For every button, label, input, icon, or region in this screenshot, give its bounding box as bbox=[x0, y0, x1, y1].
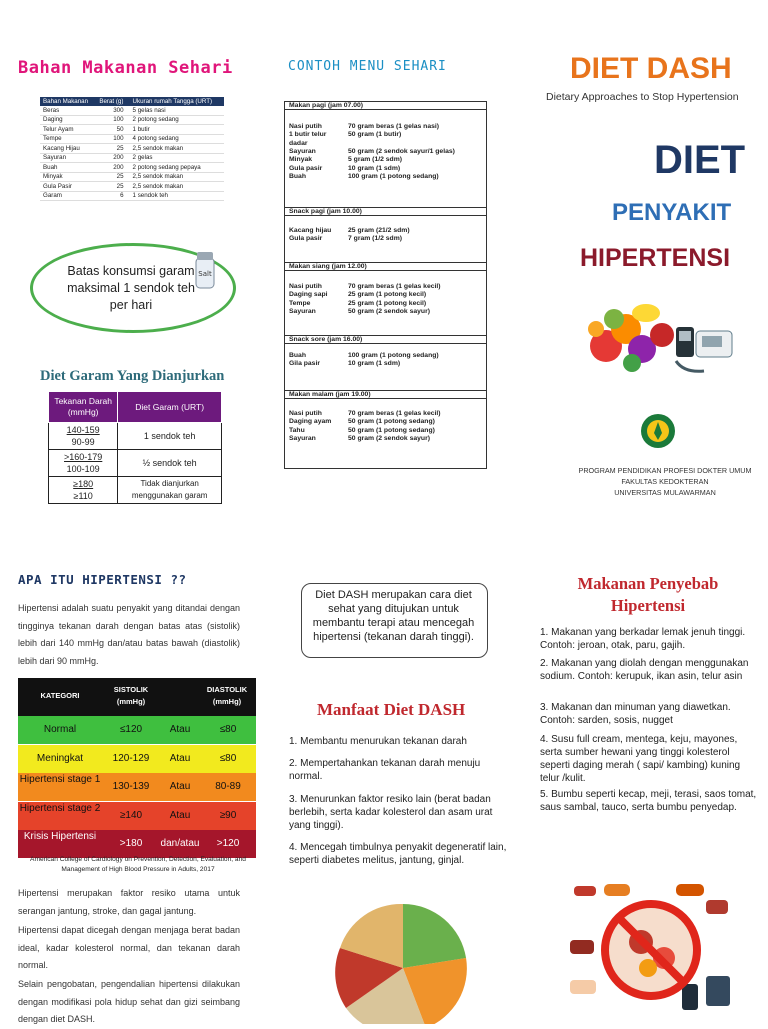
menu-food: Sayuran bbox=[289, 147, 316, 155]
menu-food: Gila pasir bbox=[289, 360, 320, 368]
table-row bbox=[40, 125, 224, 135]
menu-section-header: Makan pagi (jam 07.00) bbox=[285, 102, 486, 110]
institution-line: PROGRAM PENDIDIKAN PROFESI DOKTER UMUM bbox=[578, 466, 752, 475]
menu-food: Buah bbox=[289, 352, 306, 359]
category: Hipertensi stage 2 bbox=[19, 802, 101, 814]
diastolic-value: 80-89 bbox=[215, 781, 241, 793]
table-cell: Gula Pasir bbox=[40, 182, 96, 192]
bp-range: 140-159 bbox=[66, 425, 100, 435]
table-row bbox=[40, 134, 224, 144]
salt-limit-text: Batas konsumsi garam maksimal 1 sendok teh per hari bbox=[67, 264, 195, 312]
table-cell: 25 bbox=[96, 144, 129, 154]
citation: American College of Cardiology on Prevention, Detection, Evaluation, and Management of High Blood Pressure in Adults, 2017 bbox=[30, 856, 246, 873]
paragraph: Hipertensi merupakan faktor resiko utama untuk serangan jantung, stroke, dan gagal jantung. bbox=[18, 888, 240, 916]
bp-category-row bbox=[18, 716, 256, 744]
conjunction: Atau bbox=[169, 781, 191, 793]
salt-label: Salt bbox=[198, 270, 212, 278]
university-logo bbox=[640, 413, 676, 449]
table-cell: 1 sendok teh bbox=[130, 191, 224, 201]
col-header: Bahan Makanan bbox=[40, 97, 96, 106]
col-header: DIASTOLIK (mmHg) bbox=[206, 685, 248, 706]
table-row bbox=[40, 115, 224, 125]
table-row bbox=[40, 153, 224, 163]
conjunction: Atau bbox=[169, 809, 191, 821]
menu-portion: 50 gram (2 sendok sayur/1 gelas) bbox=[348, 147, 455, 155]
bp-category-row bbox=[18, 802, 256, 830]
table-cell: Telur Ayam bbox=[40, 125, 96, 135]
institution-block bbox=[545, 465, 768, 498]
menu-section-header: Snack pagi (jam 10.00) bbox=[285, 207, 486, 216]
menu-section-header: Makan malam (jam 19.00) bbox=[285, 390, 486, 399]
table-cell: 2,5 sendok makan bbox=[130, 172, 224, 182]
table-row bbox=[40, 106, 224, 115]
table-cell: 2,5 sendok makan bbox=[130, 182, 224, 192]
col-header: Diet Garam (URT) bbox=[118, 392, 222, 423]
table-cell: 25 bbox=[96, 172, 129, 182]
intro-paragraph: Hipertensi adalah suatu penyakit yang ditandai dengan tingginya tekanan darah dengan batas atas (sistolik) lebih dari 140 mmHg dan/atau batas bawah (diastolik) lebih dari 90 mmHg. bbox=[18, 603, 240, 666]
menu-food: 1 butir telur bbox=[289, 131, 327, 139]
menu-portion: 25 gram (1 potong kecil) bbox=[348, 291, 427, 299]
col-header: Tekanan Darah (mmHg) bbox=[49, 392, 118, 423]
cause-item: 5. Bumbu seperti kecap, meji, terasi, saos tomat, saus sambal, tauco, serta bumbu penyedap. bbox=[540, 789, 757, 813]
menu-food: Tahu bbox=[289, 426, 305, 434]
table-cell: Tempe bbox=[40, 134, 96, 144]
systolic-value: 130-139 bbox=[112, 781, 150, 793]
menu-section-header: Snack sore (jam 16.00) bbox=[285, 335, 486, 344]
systolic-value: 120-129 bbox=[112, 752, 150, 764]
menu-food: Gula pasir bbox=[289, 164, 323, 172]
institution-line: FAKULTAS KEDOKTERAN bbox=[621, 477, 709, 486]
table-row bbox=[40, 172, 224, 182]
menu-portion: 25 gram (1 potong kecil) bbox=[348, 299, 427, 307]
category: Normal bbox=[43, 724, 77, 735]
col-header: Berat (g) bbox=[96, 97, 129, 106]
table-cell: 1 butir bbox=[130, 125, 224, 135]
menu-food: Gula pasir bbox=[289, 235, 323, 243]
menu-portion: 10 gram (1 sdm) bbox=[348, 164, 401, 172]
table-row bbox=[49, 477, 222, 504]
bp-category-row bbox=[18, 745, 256, 773]
col-header: KATEGORI bbox=[40, 691, 80, 700]
cover-title-penyakit: PENYAKIT bbox=[612, 199, 732, 226]
menu-food: Nasi putih bbox=[289, 283, 322, 290]
salt-urt: ½ sendok teh bbox=[118, 450, 222, 477]
menu-portion: 50 gram (2 sendok sayur) bbox=[348, 307, 430, 315]
menu-portion: 50 gram (1 potong sedang) bbox=[348, 426, 435, 434]
diastolic-value: ≤80 bbox=[219, 724, 237, 735]
menu-portion: 50 gram (2 sendok sayur) bbox=[348, 434, 430, 442]
menu-food: Tempe bbox=[289, 299, 311, 307]
paragraph: Selain pengobatan, pengendalian hipertensi dilakukan dengan modifikasi pola hidup sehat dan gizi seimbang dengan diet DASH. bbox=[18, 979, 240, 1024]
salt-urt: Tidak dianjurkan menggunakan garam bbox=[118, 477, 222, 504]
menu-portion: 5 gram (1/2 sdm) bbox=[348, 156, 403, 164]
menu-food: Sayuran bbox=[289, 434, 316, 442]
fruit-and-bp-monitor-image bbox=[584, 291, 736, 377]
dash-definition-text: Diet DASH merupakan cara diet sehat yang ditujukan untuk membantu terapi atau mencegah hipertensi (tekanan darah tinggi). bbox=[312, 589, 475, 643]
forbidden-food-image bbox=[566, 880, 736, 1020]
table-cell: 5 gelas nasi bbox=[130, 106, 224, 115]
table-cell: Beras bbox=[40, 106, 96, 115]
conjunction: Atau bbox=[169, 752, 191, 764]
table-cell: 2,5 sendok makan bbox=[130, 144, 224, 154]
menu-portion: 70 gram beras (1 gelas nasi) bbox=[348, 123, 440, 130]
table-cell: 2 gelas bbox=[130, 153, 224, 163]
systolic-value: >180 bbox=[119, 838, 143, 850]
cause-item: 1. Makanan yang berkadar lemak jenuh tinggi. Contoh: jeroan, otak, paru, gajih. bbox=[540, 627, 746, 651]
menu-food: dadar bbox=[289, 139, 308, 147]
institution-line: UNIVERSITAS MULAWARMAN bbox=[614, 488, 716, 497]
diastolic-value: ≥90 bbox=[219, 809, 237, 821]
diastolic-value: >120 bbox=[216, 838, 240, 850]
category: Krisis Hipertensi bbox=[23, 831, 97, 843]
table-cell: 6 bbox=[96, 191, 129, 201]
table-cell: 25 bbox=[96, 182, 129, 192]
menu-portion: 70 gram beras (1 gelas kecil) bbox=[348, 283, 441, 290]
brand-subtitle: Dietary Approaches to Stop Hypertension bbox=[546, 91, 739, 103]
table-cell: Daging bbox=[40, 115, 96, 125]
cause-item: 3. Makanan dan minuman yang diawetkan. Contoh: sarden, sosis, nugget bbox=[540, 702, 731, 726]
table-row bbox=[40, 163, 224, 173]
table-cell: 100 bbox=[96, 115, 129, 125]
table-cell: 100 bbox=[96, 134, 129, 144]
table-row bbox=[40, 191, 224, 201]
conjunction: dan/atau bbox=[160, 838, 200, 850]
salt-urt: 1 sendok teh bbox=[118, 423, 222, 450]
ingredients-title: Bahan Makanan Sehari bbox=[18, 58, 233, 78]
paragraph: Hipertensi dapat dicegah dengan menjaga berat badan ideal, kadar kolesterol normal, dan tekanan darah normal. bbox=[18, 925, 240, 970]
systolic-value: ≤120 bbox=[119, 724, 143, 735]
table-cell: Garam bbox=[40, 191, 96, 201]
menu-portion: 50 gram (1 butir) bbox=[348, 131, 402, 139]
brand-title: DIET DASH bbox=[570, 52, 732, 85]
benefit-item: 4. Mencegah timbulnya penyakit degeneratif lain, seperti diabetes melitus, jantung, ginjal. bbox=[289, 842, 507, 866]
conjunction: Atau bbox=[169, 724, 191, 735]
menu-food: Minyak bbox=[289, 156, 313, 164]
col-header: SISTOLIK (mmHg) bbox=[113, 685, 149, 706]
salt-shaker-icon bbox=[192, 250, 218, 290]
table-cell: 2 potong sedang bbox=[130, 115, 224, 125]
table-cell: Sayuran bbox=[40, 153, 96, 163]
menu-title: CONTOH MENU SEHARI bbox=[288, 59, 447, 74]
salt-diet-table bbox=[48, 391, 222, 504]
table-cell: 50 bbox=[96, 125, 129, 135]
bp-range: 100-109 bbox=[66, 464, 100, 474]
table-cell: 2 potong sedang pepaya bbox=[130, 163, 224, 173]
menu-food: Daging ayam bbox=[289, 418, 332, 426]
col-header: Ukuran rumah Tangga (URT) bbox=[130, 97, 224, 106]
menu-portion: 100 gram (1 potong sedang) bbox=[348, 352, 439, 359]
benefits-title: Manfaat Diet DASH bbox=[317, 700, 466, 719]
table-cell: 4 potong sedang bbox=[130, 134, 224, 144]
menu-food: Kacang hijau bbox=[289, 227, 332, 234]
table-row bbox=[40, 182, 224, 192]
bp-range: ≥110 bbox=[73, 491, 93, 501]
table-cell: 300 bbox=[96, 106, 129, 115]
category: Meningkat bbox=[36, 752, 84, 764]
bp-category-row bbox=[18, 773, 256, 801]
category: Hipertensi stage 1 bbox=[19, 774, 101, 786]
benefit-item: 2. Mempertahankan tekanan darah menuju normal. bbox=[289, 758, 481, 782]
table-header-row bbox=[18, 678, 256, 716]
daily-ingredients-table bbox=[40, 97, 224, 201]
benefit-item: 3. Menurunkan faktor resiko lain (berat badan berlebih, serta kadar kolesterol dan asam urat yang tinggi). bbox=[289, 794, 493, 831]
menu-portion: 100 gram (1 potong sedang) bbox=[348, 172, 439, 180]
cover-title-diet: DIET bbox=[654, 138, 746, 182]
bp-range: 90-99 bbox=[71, 437, 95, 447]
daily-menu-table bbox=[284, 101, 487, 469]
table-row bbox=[49, 423, 222, 450]
diastolic-value: ≤80 bbox=[219, 752, 237, 764]
food-plate-image bbox=[316, 888, 490, 1024]
cover-title-hipertensi: HIPERTENSI bbox=[580, 244, 731, 272]
menu-food: Daging sapi bbox=[289, 291, 328, 299]
menu-portion: 70 gram beras (1 gelas kecil) bbox=[348, 410, 441, 417]
table-row bbox=[49, 450, 222, 477]
benefit-item: 1. Membantu menurukan tekanan darah bbox=[289, 736, 467, 747]
table-cell: 200 bbox=[96, 163, 129, 173]
systolic-value: ≥140 bbox=[119, 809, 143, 821]
bp-range: ≥180 bbox=[73, 479, 94, 489]
menu-portion: 7 gram (1/2 sdm) bbox=[348, 235, 403, 243]
menu-portion: 10 gram (1 sdm) bbox=[348, 360, 401, 368]
table-cell: Buah bbox=[40, 163, 96, 173]
menu-food: Nasi putih bbox=[289, 410, 322, 417]
menu-portion: 50 gram (1 potong sedang) bbox=[348, 418, 435, 426]
table-row bbox=[40, 144, 224, 154]
cause-item: 2. Makanan yang diolah dengan menggunakan sodium. Contoh: kerupuk, ikan asin, telur asin bbox=[540, 658, 749, 682]
menu-portion: 25 gram (21/2 sdm) bbox=[348, 227, 410, 234]
salt-diet-title: Diet Garam Yang Dianjurkan bbox=[40, 368, 225, 384]
table-cell: 200 bbox=[96, 153, 129, 163]
menu-food: Sayuran bbox=[289, 307, 316, 315]
cause-item: 4. Susu full cream, mentega, keju, mayones, serta sumber hewani yang tinggi kolesterol seperti daging merah ( sapi/ kambing) kuning telur /kulit. bbox=[540, 734, 741, 784]
menu-food: Nasi putih bbox=[289, 123, 322, 130]
menu-food: Buah bbox=[289, 172, 306, 180]
table-cell: Minyak bbox=[40, 172, 96, 182]
bp-range: >160-179 bbox=[64, 452, 103, 462]
causes-title: Makanan Penyebab Hipertensi bbox=[577, 574, 719, 615]
menu-section-header: Makan siang (jam 12.00) bbox=[285, 262, 486, 271]
what-is-hypertension-title: APA ITU HIPERTENSI ?? bbox=[18, 572, 187, 587]
table-cell: Kacang Hijau bbox=[40, 144, 96, 154]
